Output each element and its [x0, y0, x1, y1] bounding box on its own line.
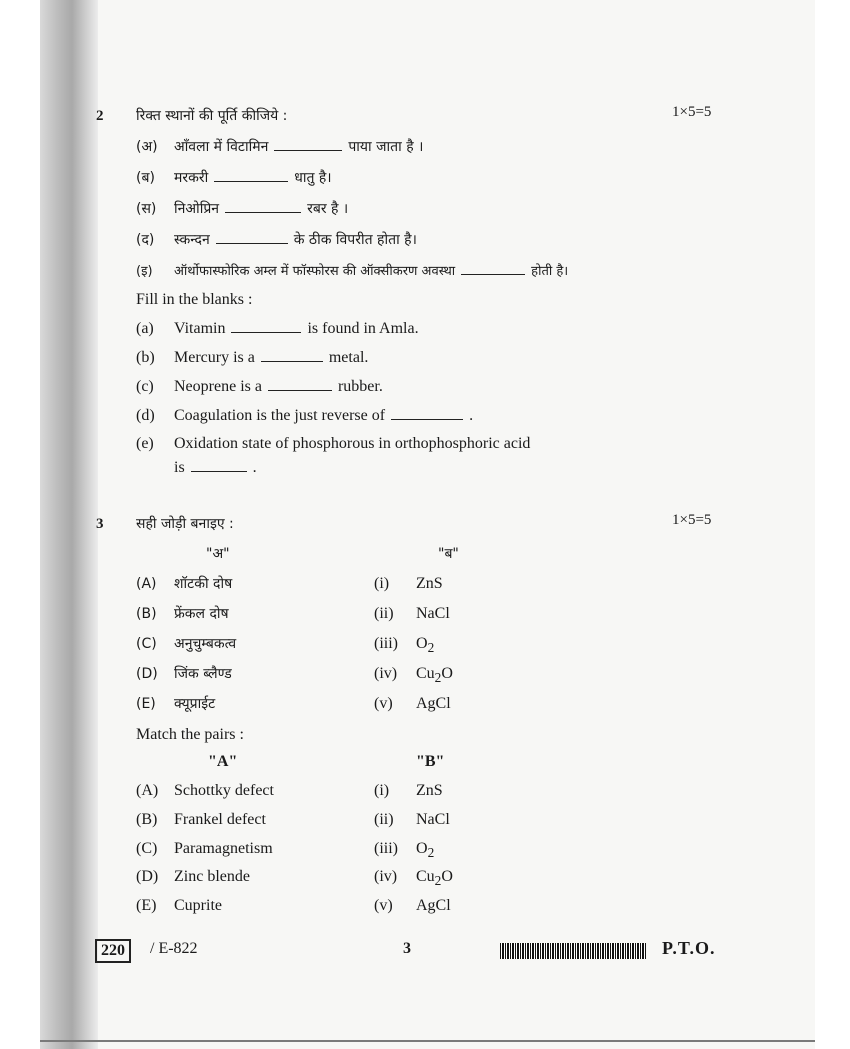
barcode-icon [500, 943, 646, 959]
pair-right-text: ZnS [416, 575, 443, 592]
pair-right-label: (ii) [374, 605, 394, 622]
pair-right-label: (iv) [374, 868, 398, 885]
pair-right-label: (i) [374, 782, 390, 799]
subscript: 2 [427, 845, 435, 861]
answer-blank [461, 260, 525, 275]
q2-hindi-item-b [136, 167, 332, 188]
q2-hindi-item-c [136, 198, 348, 219]
pair-left-text: Paramagnetism [174, 840, 273, 857]
item-label: (ब) [136, 170, 155, 186]
pair-right-tail: O [441, 665, 453, 682]
item-text-after: is found in Amla. [307, 320, 419, 337]
answer-blank [231, 318, 301, 333]
pair-right-text: NaCl [416, 605, 450, 622]
answer-blank [261, 347, 323, 362]
pair-right-label: (v) [374, 695, 393, 712]
subscript: 2 [434, 670, 442, 686]
item-label: (e) [136, 435, 154, 452]
item-text-after: रबर है । [307, 201, 349, 217]
pair-left-label: (A) [136, 576, 157, 592]
subscript: 2 [427, 640, 435, 656]
page-margin-right [815, 0, 850, 1049]
pair-left-label: (E) [136, 897, 157, 914]
pair-left-label: (C) [136, 840, 158, 857]
q2-english-item-e-continued [174, 457, 257, 478]
pair-left-label: (A) [136, 782, 159, 799]
answer-blank [225, 198, 301, 213]
pair-left-text: फ्रेंकल दोष [174, 606, 229, 622]
pair-right-label: (iv) [374, 665, 398, 682]
item-text-before: Coagulation is the just reverse of [174, 407, 386, 424]
pair-right-text: O [416, 635, 428, 652]
item-text-before: निओप्रिन [174, 201, 220, 217]
item-text-after: धातु है। [294, 170, 332, 186]
item-text-after: पाया जाता है । [348, 139, 424, 155]
pair-left-label: (D) [136, 868, 159, 885]
q2-english-item-c [136, 376, 383, 397]
pair-left-text: Zinc blende [174, 868, 250, 885]
question-3-heading-hindi: सही जोड़ी बनाइए : [136, 516, 234, 532]
pair-left-label: (B) [136, 811, 158, 828]
item-label: (द) [136, 232, 155, 248]
item-text-before: मरकरी [174, 170, 209, 186]
item-text-after: होती है। [531, 264, 569, 279]
paper-code-box: 220 [95, 939, 131, 963]
item-label: (a) [136, 320, 154, 337]
item-text-after: . [469, 407, 474, 424]
q2-english-item-a [136, 318, 419, 339]
item-text-after: के ठीक विपरीत होता है। [293, 232, 417, 248]
item-label: (अ) [136, 139, 158, 155]
hindi-column-a-heading: "अ" [206, 546, 230, 562]
binding-shadow [40, 0, 98, 1049]
item-label: (स) [136, 201, 157, 217]
answer-blank [274, 136, 342, 151]
item-label: (d) [136, 407, 155, 424]
item-text-before: ऑर्थोफास्फोरिक अम्ल में फॉस्फोरस की ऑक्सीकरण अवस्था [174, 264, 456, 279]
subscript: 2 [434, 873, 442, 889]
pair-right-text: O [416, 840, 428, 857]
question-2-marks: 1×5=5 [672, 104, 712, 120]
pair-left-label: (C) [136, 636, 157, 652]
q2-hindi-item-a [136, 136, 423, 157]
pair-left-text: शॉटकी दोष [174, 576, 233, 592]
q2-english-item-b [136, 347, 368, 368]
question-2-heading-hindi: रिक्त स्थानों की पूर्ति कीजिये : [136, 108, 288, 124]
english-column-a-heading: "A" [208, 753, 238, 770]
answer-blank [391, 405, 463, 420]
question-3-number: 3 [96, 516, 104, 532]
item-text-before: Neoprene is a [174, 378, 262, 395]
page-bottom-edge [40, 1040, 815, 1042]
page-margin-left [0, 0, 40, 1049]
pair-left-text: क्यूप्राईट [174, 696, 216, 712]
pair-right-text: Cu [416, 868, 435, 885]
pto-label: P.T.O. [662, 938, 716, 958]
question-2-number: 2 [96, 108, 104, 124]
item-text-after: . [252, 459, 257, 476]
page-number: 3 [403, 940, 411, 957]
answer-blank [216, 229, 288, 244]
item-text-after: rubber. [337, 378, 383, 395]
pair-right-label: (ii) [374, 811, 394, 828]
question-2-heading-english: Fill in the blanks : [136, 291, 253, 308]
pair-left-text: Cuprite [174, 897, 222, 914]
pair-left-label: (B) [136, 606, 157, 622]
item-text-before: Oxidation state of phosphorous in orthophosphoric acid [174, 435, 531, 452]
english-column-b-heading: "B" [416, 753, 445, 770]
q2-hindi-item-d [136, 229, 417, 250]
item-label: (b) [136, 349, 155, 366]
item-label: (इ) [136, 264, 153, 279]
pair-left-text: Schottky defect [174, 782, 274, 799]
pair-right-label: (iii) [374, 635, 398, 652]
hindi-column-b-heading: "ब" [438, 546, 459, 562]
answer-blank [214, 167, 288, 182]
pair-left-text: अनुचुम्बकत्व [174, 636, 237, 652]
item-text-line2: is [174, 459, 185, 476]
item-text-before: Vitamin [174, 320, 226, 337]
question-3-heading-english: Match the pairs : [136, 726, 244, 743]
item-text-after: metal. [328, 349, 369, 366]
item-text-before: स्कन्दन [174, 232, 210, 248]
pair-right-text: Cu [416, 665, 435, 682]
q2-english-item-d [136, 405, 473, 426]
q2-english-item-e [136, 434, 530, 454]
item-text-before: Mercury is a [174, 349, 255, 366]
paper-id: / E-822 [150, 940, 198, 957]
pair-right-label: (i) [374, 575, 390, 592]
pair-right-label: (iii) [374, 840, 398, 857]
pair-right-text: ZnS [416, 782, 443, 799]
item-label: (c) [136, 378, 154, 395]
pair-right-text: AgCl [416, 695, 451, 712]
q2-hindi-item-e [136, 260, 568, 282]
pair-left-text: Frankel defect [174, 811, 266, 828]
pair-right-text: NaCl [416, 811, 450, 828]
pair-right-tail: O [441, 868, 453, 885]
pair-left-label: (E) [136, 696, 156, 712]
pair-left-label: (D) [136, 666, 158, 682]
question-3-marks: 1×5=5 [672, 512, 712, 528]
pair-right-text: AgCl [416, 897, 451, 914]
answer-blank [268, 376, 332, 391]
answer-blank [191, 457, 247, 472]
pair-left-text: जिंक ब्लैण्ड [174, 666, 232, 682]
pair-right-label: (v) [374, 897, 393, 914]
item-text-before: आँवला में विटामिन [174, 139, 269, 155]
